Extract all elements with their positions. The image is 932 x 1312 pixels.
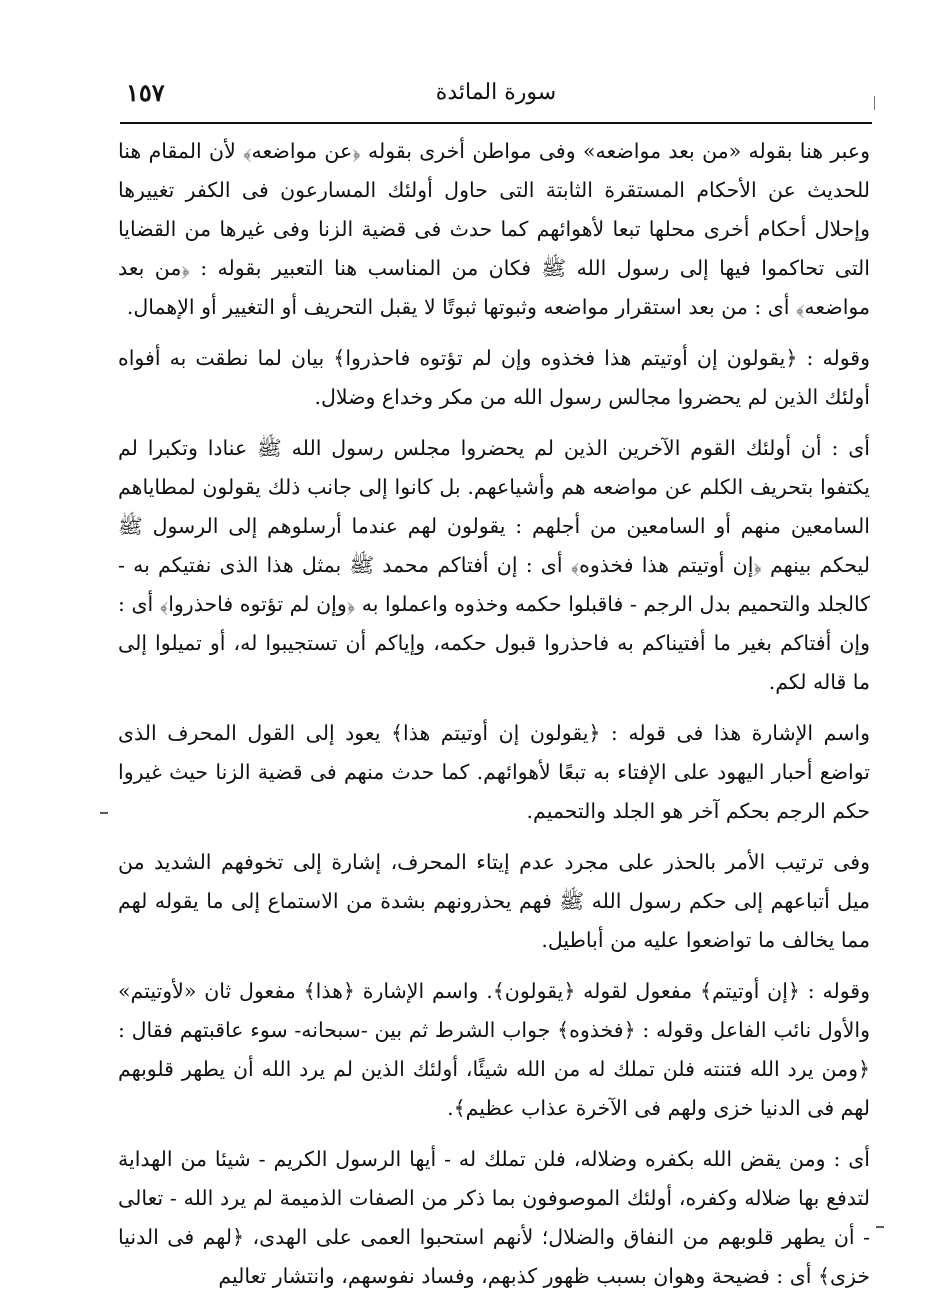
margin-rule [874,96,875,110]
paragraph-7: أى : ومن يقض الله بكفره وضلاله، فلن تملك له - أيها الرسول الكريم - شيئا من الهداية لتدفع بها ضلاله وكفره، أولئك الموصوفون بما ذكر من الصفات الذميمة لم يرد الله - تعالى - أن يطهر قلوبهم من النفاق والضلال؛ لأنهم استحبوا العمى على الهدى، ﴿لهم فى الدنيا خزى﴾ أى : فضيحة وهوان بسبب ظهور كذبهم، وفساد نفوسهم، وانتشار تعاليم [118,1147,870,1288]
paragraph-3: أى : أن أولئك القوم الآخرين الذين لم يحضروا مجلس رسول الله ﷺ عنادا وتكبرا لم يكتفوا بتحريف الكلم عن مواضعه هم وأشياعهم. بل كانوا إلى جانب ذلك يقولون لمطاياهم السامعين منهم أو السامعين من أجلهم : يقولون لهم عندما أرسلوهم إلى الرسول ﷺ ليحكم بينهم ﴿إن أوتيتم هذا فخذوه﴾ أى : إن أفتاكم محمد ﷺ بمثل هذا الذى نفتيكم به - كالجلد والتحميم بدل الرجم - فاقبلوا حكمه وخذوه واعملوا به ﴿وإن لم تؤتوه فاحذروا﴾ أى : وإن أفتاكم بغير ما أفتيناكم به فاحذروا قبول حكمه، وإياكم أن تستجيبوا له، أو تميلوا إلى ما قاله لكم. [118,436,870,694]
paragraph-2: وقوله : ﴿يقولون إن أوتيتم هذا فخذوه وإن لم تؤتوه فاحذروا﴾ بيان لما نطقت به أفواه أولئك الذين لم يحضروا مجالس رسول الله من مكر وخداع وضلال. [118,346,870,409]
body-text [118,132,870,1308]
page-header [120,72,872,124]
paragraph-6: وقوله : ﴿إن أوتيتم﴾ مفعول لقوله ﴿يقولون﴾. واسم الإشارة ﴿هذا﴾ مفعول ثان «لأوتيتم» والأول نائب الفاعل وقوله : ﴿فخذوه﴾ جواب الشرط ثم بين -سبحانه- سوء عاقبتهم فقال : ﴿ومن يرد الله فتنته فلن تملك له من الله شيئًا، أولئك الذين لم يرد الله أن يطهر قلوبهم لهم فى الدنيا خزى ولهم فى الآخرة عذاب عظيم﴾. [118,979,870,1120]
page-number: ١٥٧ [126,78,165,107]
margin-tick [876,1226,884,1228]
paragraph-5: وفى ترتيب الأمر بالحذر على مجرد عدم إيتاء المحرف، إشارة إلى تخوفهم الشديد من ميل أتباعهم إلى حكم رسول الله ﷺ فهم يحذرونهم بشدة من الاستماع إلى ما يقوله لهم مما يخالف ما تواضعوا عليه من أباطيل. [118,850,870,952]
paragraph-4: واسم الإشارة هذا فى قوله : ﴿يقولون إن أوتيتم هذا﴾ يعود إلى القول المحرف الذى تواضع أحبار اليهود على الإفتاء به تبعًا لأهوائهم. كما حدث منهم فى قضية الزنا حيث غيروا حكم الرجم بحكم آخر هو الجلد والتحميم. [118,721,870,823]
paragraph-1: وعبر هنا بقوله «من بعد مواضعه» وفى مواطن أخرى بقوله ﴿عن مواضعه﴾ لأن المقام هنا للحديث عن الأحكام المستقرة الثابتة التى حاول أولئك المسارعون فى الكفر تغييرها وإحلال أحكام أخرى محلها تبعا لأهوائهم كما حدث فى قضية الزنا وفى غيرها من القضايا التى تحاكموا فيها إلى رسول الله ﷺ فكان من المناسب هنا التعبير بقوله : ﴿من بعد مواضعه﴾ أى : من بعد استقرار مواضعه وثبوتها ثبوتًا لا يقبل التحريف أو التغيير أو الإهمال. [118,139,870,319]
margin-tick [100,812,108,814]
running-title: سورة المائدة [435,80,557,105]
